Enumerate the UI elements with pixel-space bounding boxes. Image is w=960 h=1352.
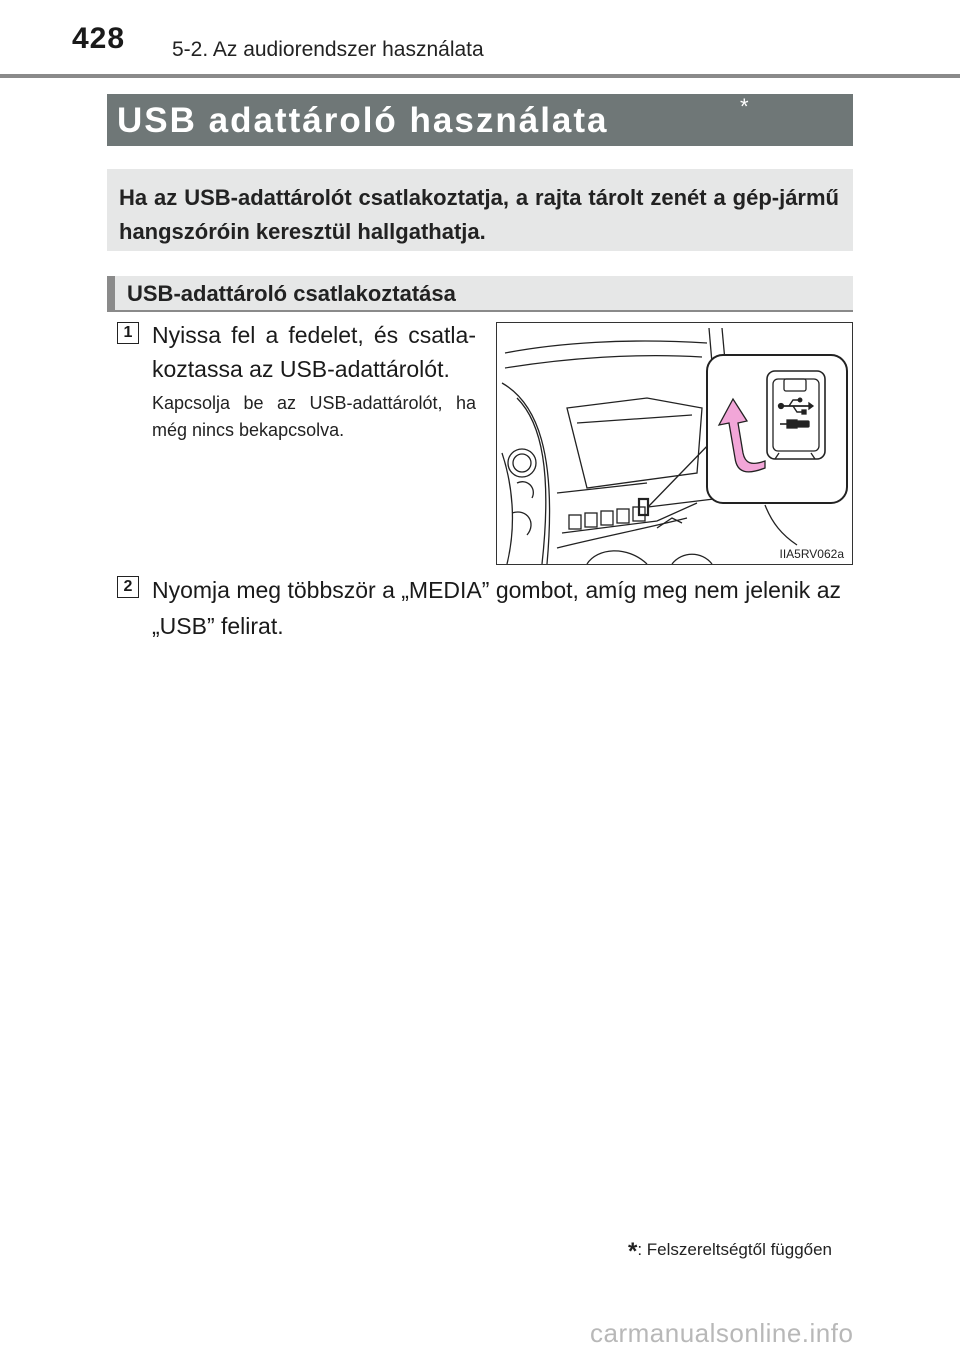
header-divider [0, 74, 960, 78]
title-asterisk: * [740, 94, 749, 119]
step-1-note: Kapcsolja be az USB-adattárolót, ha még nincs bekapcsolva. [152, 393, 476, 440]
usb-port-illustration [496, 322, 853, 565]
step-2-text: Nyomja meg többször a „MEDIA” gombot, amíg meg nem jelenik az „USB” felirat. [152, 577, 841, 639]
footnote [628, 1238, 832, 1266]
section-title-bar [107, 94, 853, 146]
subheading-bar [107, 276, 853, 312]
watermark: carmanualsonline.info [590, 1318, 854, 1348]
step-1-badge: 1 [117, 322, 139, 344]
step-1-text: Nyissa fel a fedelet, és csatla-koztassa az USB-adattárolót. [152, 322, 476, 382]
page-number: 428 [72, 22, 126, 55]
section-path: 5-2. Az audiorendszer használata [172, 38, 484, 61]
footnote-asterisk: * [628, 1238, 638, 1265]
dashboard-drawing [497, 323, 852, 564]
subheading-title: USB-adattároló csatlakoztatása [127, 281, 456, 306]
section-title: USB adattároló használata [117, 101, 609, 140]
step-2-badge: 2 [117, 576, 139, 598]
illustration-code: IIA5RV062a [779, 547, 844, 561]
intro-box: Ha az USB-adattárolót csatlakoztatja, a rajta tárolt zenét a gép-jármű hangszóróin keresztül hallgathatja. [107, 169, 853, 251]
footnote-text: : Felszereltségtől függően [637, 1240, 833, 1259]
